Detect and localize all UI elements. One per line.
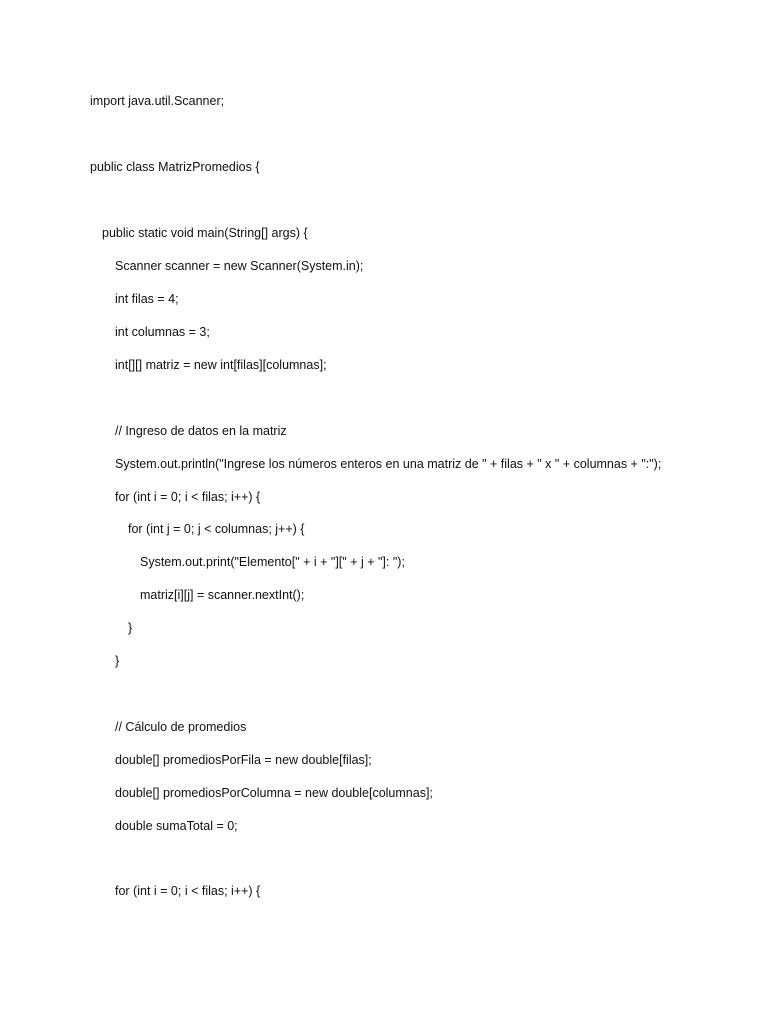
code-line: for (int i = 0; i < filas; i++) { [115,884,261,898]
code-line: } [128,621,133,635]
code-line: double[] promediosPorFila = new double[filas]; [115,753,372,767]
code-line: int[][] matriz = new int[filas][columnas]; [115,358,327,372]
code-line: int filas = 4; [115,292,179,306]
code-line: double[] promediosPorColumna = new double[columnas]; [115,786,433,800]
code-comment: // Ingreso de datos en la matriz [115,424,287,438]
code-line: int columnas = 3; [115,325,210,339]
code-line: public static void main(String[] args) { [102,226,308,240]
code-line: double sumaTotal = 0; [115,819,238,833]
code-line: for (int j = 0; j < columnas; j++) { [128,522,305,536]
code-line: for (int i = 0; i < filas; i++) { [115,490,261,504]
code-line: } [115,654,120,668]
code-line: matriz[i][j] = scanner.nextInt(); [140,588,305,602]
code-line: Scanner scanner = new Scanner(System.in); [115,259,364,273]
code-line: System.out.print("Elemento[" + i + "][" + j + "]: "); [140,555,405,569]
code-line: System.out.println("Ingrese los números enteros en una matriz de " + filas + " x " + columnas + ":"); [115,457,662,471]
code-line: public class MatrizPromedios { [90,160,260,174]
code-line: import java.util.Scanner; [90,94,225,108]
code-comment: // Cálculo de promedios [115,720,247,734]
